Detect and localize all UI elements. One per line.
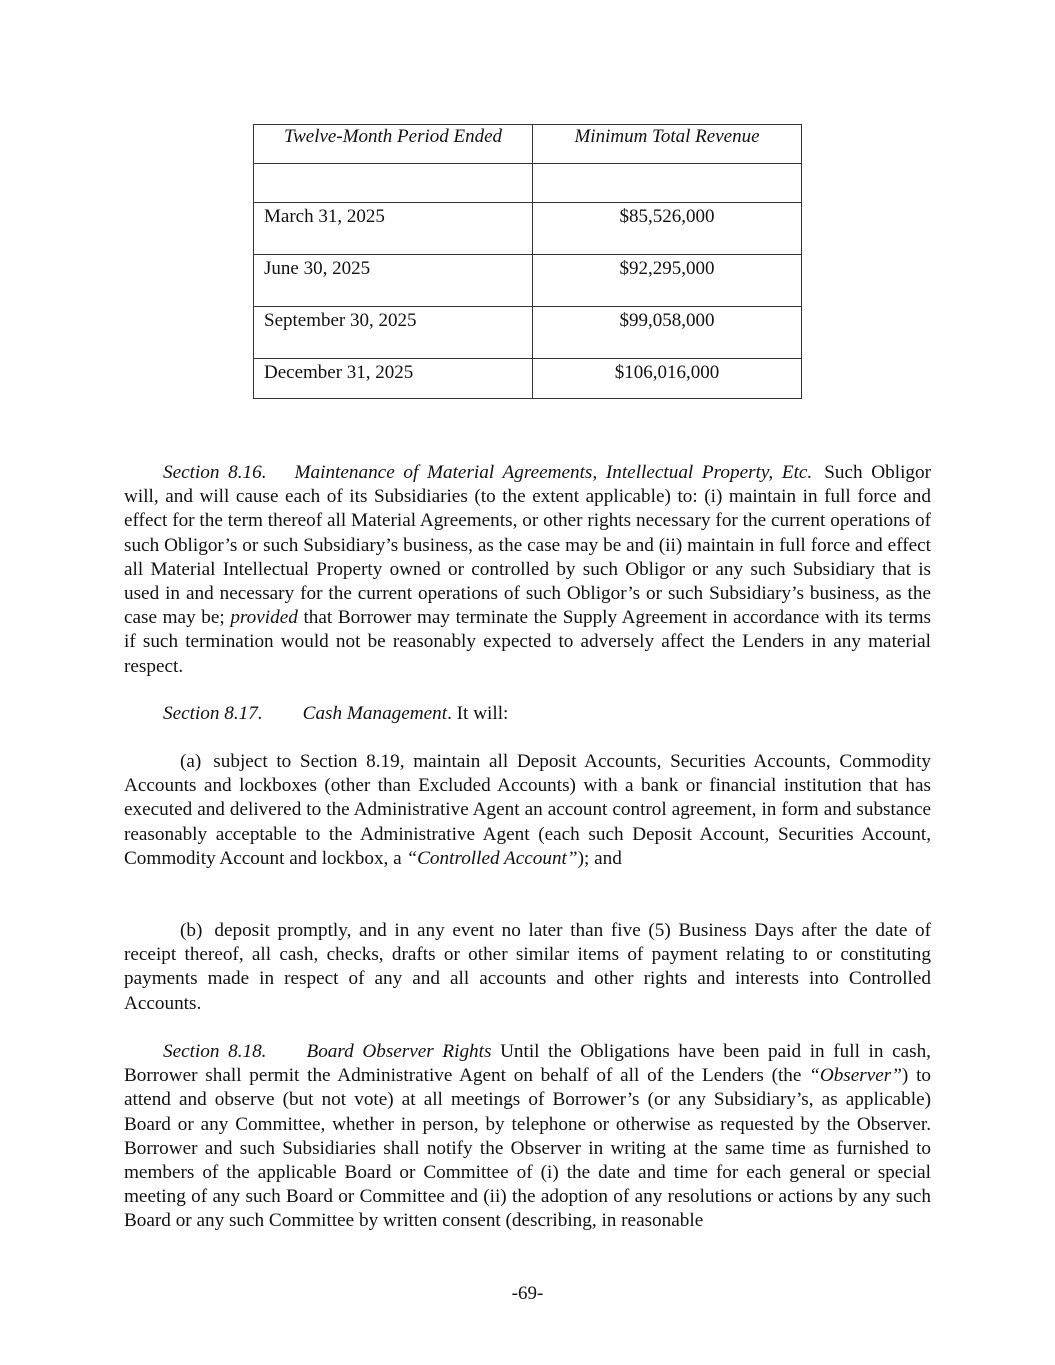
section-8-18-paragraph: Section 8.18. Board Observer Rights Until the Obligations have been paid in full in cash, Borrower shall permit the Administrative Agent on behalf of all of the Lenders (the “Observer”) to attend and observe (but not vote) at all meetings of Borrower’s (or any Subsidiary’s, as applicable) Board or any Committee, whether in person, by telephone or otherwise as requested by the Observer. Borrower and such Subsidiaries shall notify the Observer in writing at the same time as furnished to members of the applicable Board or Committee of (i) the date and time for each general or special meeting of any such Board or Committee and (ii) the adoption of any resolutions or actions by any such Board or any such Committee by written consent (describing, in reasonable: [124, 1041, 931, 1232]
period-cell: September 30, 2025: [254, 307, 533, 359]
amount-cell: $106,016,000: [533, 359, 802, 399]
table-blank-row: [254, 164, 802, 203]
section-title: Maintenance of Material Agreements, Intellectual Property, Etc.: [294, 462, 813, 483]
table-row: [254, 255, 802, 307]
table-row: [254, 359, 802, 399]
page-number: -69-: [511, 1283, 544, 1304]
section-number: Section 8.18.: [163, 1041, 267, 1062]
clause-b: (b) deposit promptly, and in any event no later than five (5) Business Days after the date of receipt thereof, all cash, checks, drafts or other similar items of payment relating to or constituting payments made in respect of any and all accounts and other rights and interests into Controlled Accounts.: [124, 920, 931, 1014]
section-title: Board Observer Rights: [306, 1041, 492, 1062]
header-period: Twelve-Month Period Ended: [254, 125, 533, 164]
table-row: [254, 307, 802, 359]
section-8-17: [124, 702, 931, 726]
amount-cell: $85,526,000: [533, 203, 802, 255]
amount-cell: $99,058,000: [533, 307, 802, 359]
period-cell: December 31, 2025: [254, 359, 533, 399]
table-header-row: [254, 125, 802, 164]
header-revenue: Minimum Total Revenue: [533, 125, 802, 164]
section-number: Section 8.17.: [163, 703, 263, 724]
section-8-16: [124, 461, 931, 679]
section-8-17-heading: Section 8.17. Cash Management. It will:: [163, 703, 509, 724]
section-8-17-b: [124, 919, 931, 1016]
amount-cell: $92,295,000: [533, 255, 802, 307]
section-8-17-a: [124, 750, 931, 871]
table-row: [254, 203, 802, 255]
section-title: Cash Management: [302, 703, 448, 724]
section-number: Section 8.16.: [163, 462, 267, 483]
clause-a: (a) subject to Section 8.19, maintain all Deposit Accounts, Securities Accounts, Commodity Accounts and lockboxes (other than Excluded Accounts) with a bank or financial institution that has executed and delivered to the Administrative Agent an account control agreement, in form and substance reasonably acceptable to the Administrative Agent (each such Deposit Account, Securities Account, Commodity Account and lockbox, a “Controlled Account”); and: [124, 751, 931, 869]
minimum-revenue-table: [253, 124, 802, 399]
section-8-16-paragraph: Section 8.16. Maintenance of Material Agreements, Intellectual Property, Etc. Such Obligor will, and will cause each of its Subsidiaries (to the extent applicable) to: (i) maintain in full force and effect for the term thereof all Material Agreements, or other rights necessary for the current operations of such Obligor’s or such Subsidiary’s business, as the case may be and (ii) maintain in full force and effect all Material Intellectual Property owned or controlled by such Obligor or any such Subsidiary that is used in and necessary for the current operations of such Obligor’s or such Subsidiary’s business, as the case may be; provided that Borrower may terminate the Supply Agreement in accordance with its terms if such termination would not be reasonably expected to adversely affect the Lenders in any material respect.: [124, 462, 931, 677]
period-cell: June 30, 2025: [254, 255, 533, 307]
period-cell: March 31, 2025: [254, 203, 533, 255]
section-8-18: [124, 1040, 931, 1234]
